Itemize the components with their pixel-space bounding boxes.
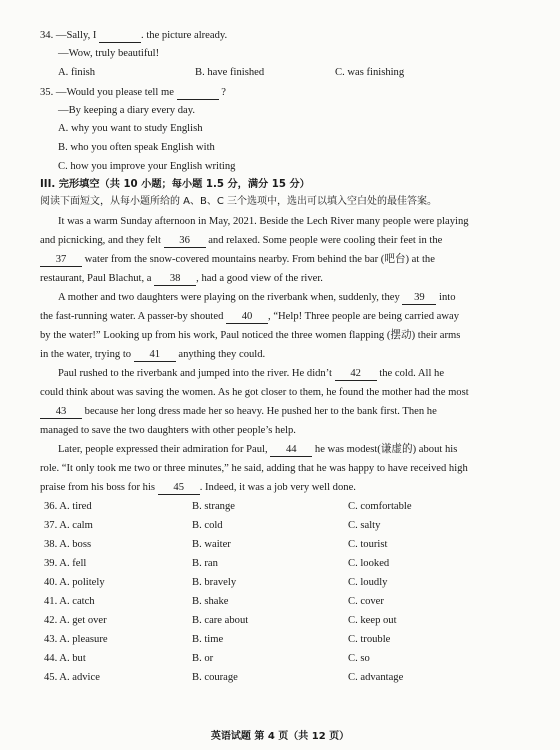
option-text: C. comfortable <box>348 501 412 512</box>
option-text: B. courage <box>192 672 238 683</box>
question-35-reply: —By keeping a diary every day. <box>58 105 195 116</box>
option-text: B. care about <box>192 615 249 626</box>
option-text: C. keep out <box>348 615 397 626</box>
blank-42: 42 <box>335 368 377 381</box>
question-34-reply: —Wow, truly beautiful! <box>58 48 160 59</box>
question-34-stem: 34. —Sally, I . the picture already. <box>40 30 228 41</box>
option-text: B. shake <box>192 596 229 607</box>
passage-line: could think about was saving the women. As he got closer to them, he found the mother had the most <box>40 387 469 398</box>
option-text: 45. A. advice <box>44 672 100 683</box>
option-text: C. so <box>348 653 370 664</box>
passage-line: Later, people expressed their admiration for Paul, 44 he was modest(谦虚的) about his <box>58 444 458 455</box>
blank-37: 37 <box>40 254 82 267</box>
question-35-stem: 35. —Would you please tell me ? <box>40 87 226 98</box>
option-text: 44. A. but <box>44 653 86 664</box>
option-text: 43. A. pleasure <box>44 634 108 645</box>
option-text: 38. A. boss <box>44 539 92 550</box>
passage-line: praise from his boss for his 45 . Indeed, it was a job very well done. <box>40 482 356 493</box>
option-row <box>40 595 524 609</box>
option-row <box>40 652 524 666</box>
passage-line: A mother and two daughters were playing on the riverbank when, suddenly, they 39 into <box>58 292 456 303</box>
option-text: C. salty <box>348 520 381 531</box>
option-text: C. advantage <box>348 672 404 683</box>
blank-38: 38 <box>154 273 196 286</box>
passage-line: 43 because her long dress made her so heavy. He pushed her to the bank first. Then he <box>40 405 524 419</box>
option-row <box>40 500 524 514</box>
option-text: 41. A. catch <box>44 596 95 607</box>
passage-line: in the water, trying to 41 anything they could. <box>40 349 266 360</box>
option-row <box>40 576 524 590</box>
blank-36: 36 <box>164 235 206 248</box>
option-c: C. was finishing <box>335 67 405 78</box>
passage-line: and picnicking, and they felt 36 and relaxed. Some people were cooling their feet in the <box>40 235 443 246</box>
option-text: C. trouble <box>348 634 391 645</box>
option-row <box>40 633 524 647</box>
blank-41: 41 <box>134 349 176 362</box>
option-text: B. bravely <box>192 577 237 588</box>
option-text: 40. A. politely <box>44 577 105 588</box>
option-text: B. time <box>192 634 224 645</box>
option-text: B. ran <box>192 558 218 569</box>
page-footer: 英语试题 第 4 页（共 12 页） <box>210 731 350 742</box>
question-35-option-a: A. why you want to study English <box>58 123 203 134</box>
passage-line: restaurant, Paul Blachut, a 38 , had a good view of the river. <box>40 273 323 284</box>
blank-34 <box>99 30 141 43</box>
passage-line: role. “It only took me two or three minutes,” he said, adding that he was happy to have received high <box>40 463 468 474</box>
passage-line: 37 water from the snow-covered mountains nearby. From behind the bar (吧台) at the <box>40 253 524 267</box>
option-text: 39. A. fell <box>44 558 87 569</box>
option-text: 37. A. calm <box>44 520 93 531</box>
option-row <box>40 519 524 533</box>
passage-line: managed to save the two daughters with other people’s help. <box>40 425 296 436</box>
blank-35 <box>177 87 219 100</box>
option-text: B. strange <box>192 501 235 512</box>
option-text: 36. A. tired <box>44 501 92 512</box>
option-b: B. have finished <box>195 67 265 78</box>
question-34-options <box>40 66 524 80</box>
blank-43: 43 <box>40 406 82 419</box>
option-text: C. loudly <box>348 577 388 588</box>
question-35-option-c: C. how you improve your English writing <box>58 161 236 172</box>
passage-line: It was a warm Sunday afternoon in May, 2021. Beside the Lech River many people were playing <box>58 216 469 227</box>
passage-line: by the water!” Looking up from his work, Paul noticed the three women flapping (摆动) their arms <box>40 330 461 341</box>
option-row <box>40 538 524 552</box>
blank-45: 45 <box>158 482 200 495</box>
option-text: C. tourist <box>348 539 388 550</box>
option-text: C. looked <box>348 558 390 569</box>
section-title: III. 完形填空（共 10 小题；每小题 1.5 分，满分 15 分） <box>40 179 310 190</box>
option-text: C. cover <box>348 596 384 607</box>
blank-39: 39 <box>402 292 436 305</box>
passage-line: Paul rushed to the riverbank and jumped into the river. He didn’t 42 the cold. All he <box>58 368 445 379</box>
option-row <box>40 671 524 685</box>
option-a: A. finish <box>58 67 96 78</box>
blank-44: 44 <box>270 444 312 457</box>
question-35-option-b: B. who you often speak English with <box>58 142 215 153</box>
blank-40: 40 <box>226 311 268 324</box>
passage-line: the fast-running water. A passer-by shouted 40 , “Help! Three people are being carried away <box>40 311 460 322</box>
section-instruction: 阅读下面短文，从每小题所给的 A、B、C 三个选项中，选出可以填入空白处的最佳答案。 <box>40 196 438 207</box>
option-row <box>40 614 524 628</box>
option-text: B. or <box>192 653 214 664</box>
option-text: 42. A. get over <box>44 615 107 626</box>
option-text: B. cold <box>192 520 223 531</box>
option-row <box>40 557 524 571</box>
option-text: B. waiter <box>192 539 231 550</box>
